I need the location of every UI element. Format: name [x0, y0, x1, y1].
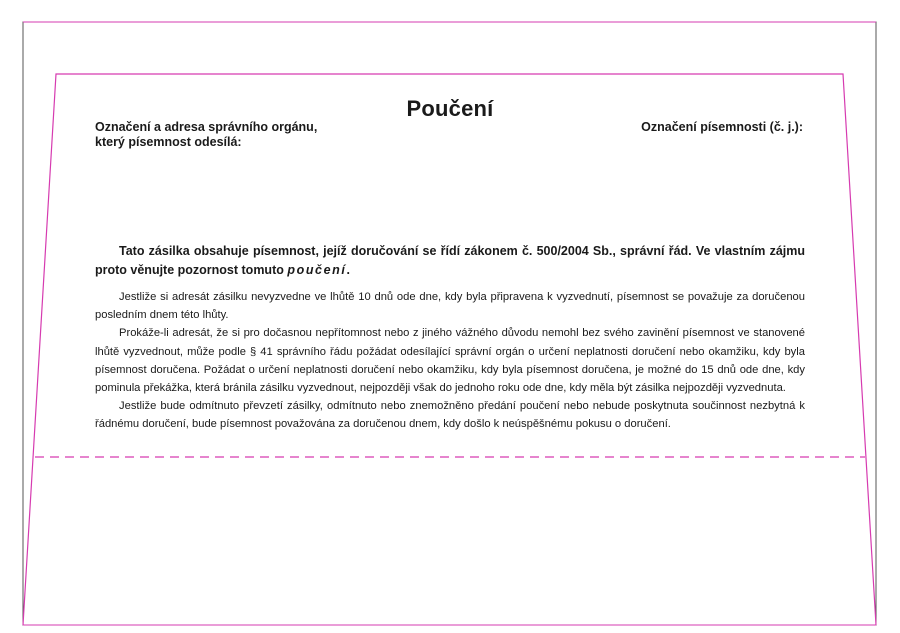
intro-text: Tato zásilka obsahuje písemnost, jejíž doručování se řídí zákonem č. 500/2004 Sb., správní řád. Ve vlastním zájmu proto věnujte pozornost tomuto — [95, 244, 805, 277]
sender-label — [95, 120, 317, 150]
reference-label: Označení písemnosti (č. j.): — [641, 120, 803, 134]
sender-label-line2: který písemnost odesílá: — [95, 135, 242, 149]
page-title: Poučení — [406, 96, 494, 121]
intro-paragraph — [95, 242, 805, 280]
paragraph-invalidity-request: Prokáže-li adresát, že si pro dočasnou nepřítomnost nebo z jiného vážného důvodu nemohl bez svého zavinění písemnost ve stanovené lhůtě vyzvednout, může podle § 41 správního řádu požádat odesílající správní orgán o určení neplatnosti doručení nebo okamžiku, kdy byla písemnost doručena. Požádat o určení neplatnosti doručení nebo okamžiku, kdy byla písemnost doručena, je možné do 15 dnů ode dne, kdy pominula překážka, která bránila zásilku vyzvednout, nejpozději však do jednoho roku ode dne, kdy měla být zásilka nejpozději vyzvednuta. — [95, 327, 805, 395]
intro-end: . — [346, 263, 350, 277]
paragraph-refusal: Jestliže bude odmítnuto převzetí zásilky, odmítnuto nebo znemožněno předání poučení nebo nebude poskytnuta součinnost nezbytná k řádnému doručení, bude písemnost považována za doručenou dnem, kdy došlo k neúspěšnému pokusu o doručení. — [95, 400, 805, 431]
sender-label-line1: Označení a adresa správního orgánu, — [95, 120, 318, 134]
instruction-body — [95, 288, 805, 434]
paragraph-pickup-deadline: Jestliže si adresát zásilku nevyzvedne ve lhůtě 10 dnů ode dne, kdy byla připravena k vyzvednutí, písemnost se považuje za doručenou posledním dnem této lhůty. — [95, 291, 805, 322]
intro-emphasis: poučení — [287, 263, 347, 277]
